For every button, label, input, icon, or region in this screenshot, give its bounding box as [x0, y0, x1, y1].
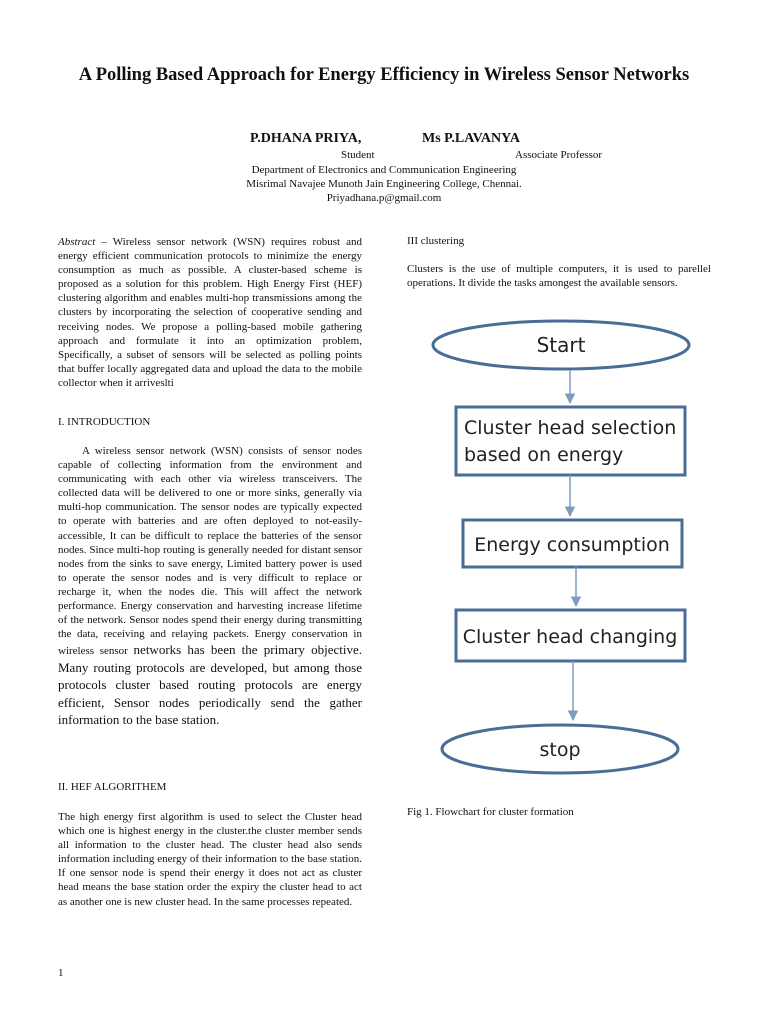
author-1-name: P.DHANA PRIYA,	[250, 131, 362, 146]
page-number: 1	[58, 967, 64, 979]
abstract-label: Abstract	[58, 236, 96, 248]
flow-step-3-label: Cluster head changing	[462, 626, 678, 648]
flow-start-label: Start	[536, 333, 586, 357]
author-1-role: Student	[341, 149, 375, 161]
hef-text: The high energy first algorithm is used to select the Cluster head which one is highest energy in the cluster.the cluster member sends all information to the cluster head. The cluster head also sends information including energy of their information to the base station. If one sensor node is spend their energy it does not act as cluster head means the base station order the expiry the cluster head to act as another one is new cluster head. In the same processes repeated.	[58, 811, 362, 908]
clustering-heading: III clustering	[407, 235, 465, 247]
hef-heading: II. HEF ALGORITHEM	[58, 781, 167, 793]
intro-text-large: networks has been the primary objective. Many routing protocols are developed, but among those protocols cluster based routing protocols are energy efficient, Sensor nodes periodically send the gather information to the base station.	[58, 642, 362, 728]
author-2-role: Associate Professor	[515, 149, 603, 161]
intro-section	[58, 444, 362, 729]
abstract	[58, 235, 362, 390]
intro-heading: I. INTRODUCTION	[58, 416, 151, 428]
intro-text: A wireless sensor network (WSN) consists of sensor nodes capable of collecting information from the environment and communicating with each other via wireless transceivers. The collected data will be delivered to one or more sinks, generally via multi-hop communication. The sensor nodes are typically expected to operate with batteries and are often deployed to not-easily-accessible, It can be difficult to replace the batteries of the sensor nodes. Since multi-hop routing is generally needed for distant sensor nodes from the sinks to save energy, Limited battery power is used to operate the sensor nodes and is very difficult to replace or recharge it, when the nodes die. This will affect the network performance. Energy conservation and harvesting increase lifetime of the network. Sensor nodes spend their energy during transmitting the data, receiving and relaying packets. Energy conservation in wireless sensor	[58, 445, 362, 658]
college: Misrimal Navajee Munoth Jain Engineering College, Chennai.	[246, 178, 522, 190]
abstract-text: – Wireless sensor network (WSN) requires robust and energy efficient communication protocols to minimize the energy consumption as much as possible. A cluster-based scheme is proposed as a solution for this problem. High Energy First (HEF) clustering algorithm and enables multi-hop transmissions among the clusters by incorporating the selection of cooperative sending and receiving nodes. We propose a polling-based mobile gathering approach and formulate it into an optimization problem, Specifically, a subset of sensors will be selected as polling points that buffer locally aggregated data and upload the data to the mobile collector when it arriveslti	[58, 236, 362, 389]
flow-step-1-line-1: Cluster head selection	[464, 417, 677, 439]
hef-section	[58, 810, 362, 909]
flow-step-2-label: Energy consumption	[474, 534, 670, 556]
clustering-section	[407, 262, 711, 290]
department: Department of Electronics and Communication Engineering	[251, 164, 517, 176]
flow-stop-label: stop	[539, 739, 581, 761]
affiliation	[0, 163, 768, 205]
paper-title: A Polling Based Approach for Energy Efficiency in Wireless Sensor Networks	[78, 65, 690, 85]
flowchart	[420, 318, 700, 783]
clustering-text: Clusters is the use of multiple computers, it is used to parellel operations. It divide the tasks amongest the available sensors.	[407, 263, 711, 290]
figure-caption: Fig 1. Flowchart for cluster formation	[407, 806, 574, 818]
email: Priyadhana.p@gmail.com	[326, 192, 442, 204]
author-2-name: Ms P.LAVANYA	[422, 131, 521, 146]
flow-step-1-line-2: based on energy	[464, 444, 624, 466]
